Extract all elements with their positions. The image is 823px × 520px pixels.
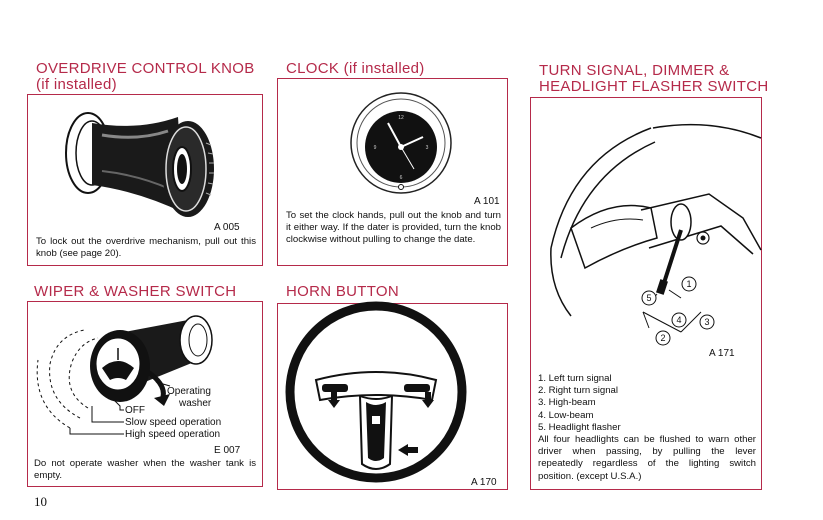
wiper-title: WIPER & WASHER SWITCH [34,283,237,300]
list-item: 3. High-beam [538,397,596,409]
list-item: 2. Right turn signal [538,385,618,397]
wiper-panel [27,301,263,487]
overdrive-title-line1: OVERDRIVE CONTROL KNOB [36,60,255,77]
slow-speed-label: Slow speed operation [125,417,222,428]
horn-title: HORN BUTTON [286,283,400,300]
clock-description: To set the clock hands, pull out the knob and turn it either way. If the dater is provided, turn the knob clockwise without pulling to change the date. [286,210,501,246]
turn-signal-description: All four headlights can be flushed to warn other driver when passing, by pulling the lever repeatedly regardless of the lighting switch position. (except U.S.A.) [538,434,756,482]
turn-signal-title [539,63,768,95]
svg-text:9: 9 [373,145,377,151]
horn-panel [277,303,508,490]
clock-title: CLOCK (if installed) [286,60,425,77]
svg-text:6: 6 [399,175,403,181]
overdrive-description: To lock out the overdrive mechanism, pull out this knob (see page 20). [36,236,256,260]
clock-panel [277,78,508,266]
operating-label: Operating [167,386,211,397]
overdrive-panel [27,94,263,266]
horn-figure-number: A 170 [471,477,497,488]
overdrive-title-line2: (if installed) [36,76,117,93]
turn-signal-illustration [531,98,763,358]
callout-1: 1 [686,279,692,289]
washer-label: washer [179,398,212,409]
high-speed-label: High speed operation [125,429,221,440]
callout-5: 5 [646,293,652,303]
list-item: 1. Left turn signal [538,373,612,384]
turn-signal-panel [530,97,762,490]
callout-3: 3 [704,317,710,327]
turn-signal-title-line2: HEADLIGHT FLASHER SWITCH [539,78,769,95]
list-item: 5. Headlight flasher [538,421,621,433]
clock-figure-number: A 101 [474,196,500,207]
off-label: OFF [125,405,145,416]
svg-text:3: 3 [425,145,429,151]
wiper-description: Do not operate washer when the washer tank is empty. [34,458,256,482]
overdrive-title [36,61,255,93]
callout-4: 4 [676,315,682,325]
overdrive-figure-number: A 005 [214,222,240,233]
turn-signal-figure-number: A 171 [709,348,735,359]
horn-steering-wheel-illustration [278,304,509,491]
list-item: 4. Low-beam [538,409,594,421]
callout-2: 2 [660,333,666,343]
turn-signal-title-line1: TURN SIGNAL, DIMMER & [539,62,730,79]
wiper-figure-number: E 007 [214,445,241,456]
svg-text:12: 12 [398,115,404,121]
page-number: 10 [34,494,47,509]
turn-signal-list [538,373,756,483]
